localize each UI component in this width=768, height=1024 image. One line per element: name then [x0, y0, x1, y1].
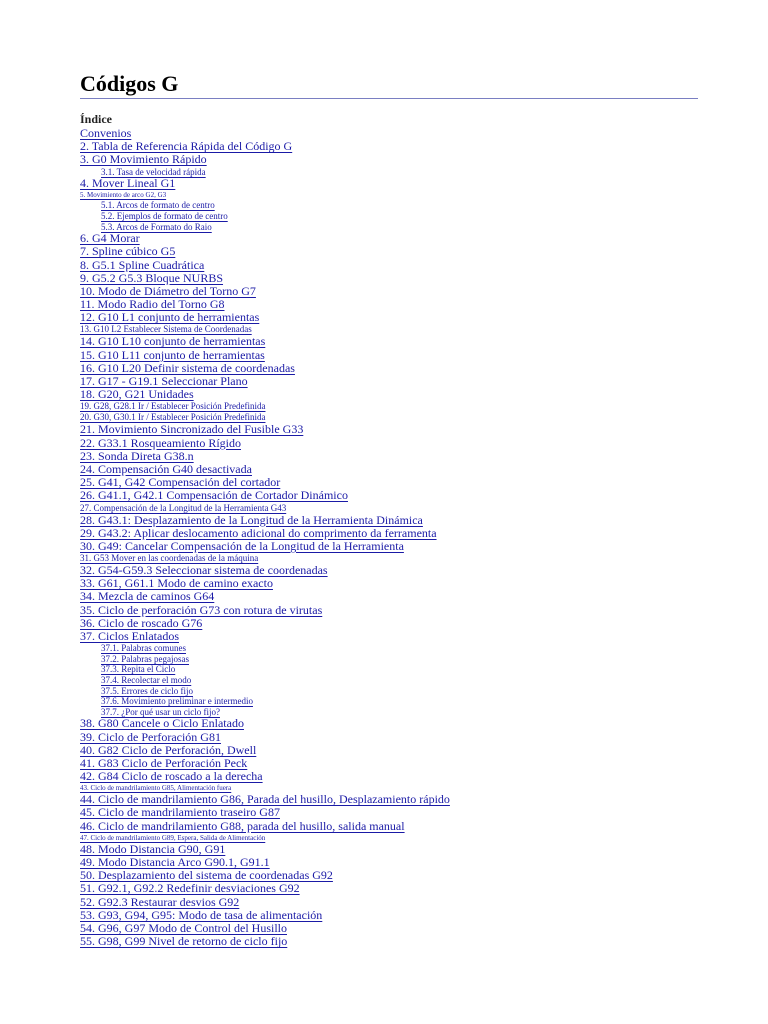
toc-link[interactable]: 36. Ciclo de roscado G76 — [80, 615, 203, 630]
toc-link[interactable]: 28. G43.1: Desplazamiento de la Longitud de la Herramienta Dinámica — [80, 512, 423, 527]
toc-item — [80, 489, 698, 502]
toc-link[interactable]: 55. G98, G99 Nivel de retorno de ciclo fijo — [80, 934, 288, 949]
toc-link[interactable]: 27. Compensación de la Longitud de la Herramienta G43 — [80, 502, 287, 513]
toc-link[interactable]: 37.4. Recolectar el modo — [101, 674, 192, 685]
toc-link[interactable]: 21. Movimiento Sincronizado del Fusible G33 — [80, 422, 304, 437]
toc-link[interactable]: 38. G80 Cancele o Ciclo Enlatado — [80, 716, 244, 731]
toc-link[interactable]: 32. G54-G59.3 Seleccionar sistema de coordenadas — [80, 563, 328, 578]
toc-link[interactable]: 22. G33.1 Rosqueamiento Rígido — [80, 435, 241, 450]
toc-item — [80, 770, 698, 783]
toc-subitem — [80, 696, 698, 707]
toc-link[interactable]: 12. G10 L1 conjunto de herramientas — [80, 310, 260, 325]
toc-item — [80, 935, 698, 948]
toc-link[interactable]: 5.1. Arcos de formato de centro — [101, 200, 215, 211]
toc-link[interactable]: 41. G83 Ciclo de Perforación Peck — [80, 755, 248, 770]
document-page — [80, 70, 698, 948]
toc-subitem — [80, 664, 698, 675]
toc-link[interactable]: 35. Ciclo de perforación G73 con rotura de virutas — [80, 602, 323, 617]
toc-link[interactable]: 30. G49: Cancelar Compensación de la Longitud de la Herramienta — [80, 538, 404, 553]
toc-link[interactable]: 31. G53 Mover en las coordenadas de la máquina — [80, 553, 259, 564]
toc-item — [80, 388, 698, 401]
toc-item — [80, 177, 698, 190]
toc-link[interactable]: 20. G30, G30.1 Ir / Establecer Posición Predefinida — [80, 412, 266, 423]
toc-link[interactable]: 37.2. Palabras pegajosas — [101, 653, 189, 664]
toc-link[interactable]: 48. Modo Distancia G90, G91 — [80, 841, 226, 856]
toc-link[interactable]: 29. G43.2: Aplicar deslocamento adicional do comprimento da ferramenta — [80, 525, 437, 540]
toc-link[interactable]: 37.1. Palabras comunes — [101, 643, 186, 654]
toc-link[interactable]: 37.3. Repita el Ciclo — [101, 664, 176, 675]
toc-link[interactable]: 25. G41, G42 Compensación del cortador — [80, 475, 281, 490]
toc-link[interactable]: 19. G28, G28.1 Ir / Establecer Posición Predefinida — [80, 401, 266, 412]
toc-link[interactable]: 10. Modo de Diámetro del Torno G7 — [80, 283, 256, 298]
table-of-contents — [80, 127, 698, 948]
toc-link[interactable]: 9. G5.2 G5.3 Bloque NURBS — [80, 270, 224, 285]
toc-link[interactable]: 18. G20, G21 Unidades — [80, 387, 194, 402]
toc-item — [80, 820, 698, 833]
toc-link[interactable]: 53. G93, G94, G95: Modo de tasa de alimentación — [80, 907, 323, 922]
toc-link[interactable]: 14. G10 L10 conjunto de herramientas — [80, 334, 266, 349]
toc-subitem — [80, 211, 698, 222]
page-title: Códigos G — [80, 71, 179, 96]
toc-link[interactable]: 33. G61, G61.1 Modo de camino exacto — [80, 576, 273, 591]
toc-link[interactable]: 24. Compensación G40 desactivada — [80, 461, 252, 476]
toc-item — [80, 540, 698, 553]
toc-link[interactable]: 42. G84 Ciclo de roscado a la derecha — [80, 769, 263, 784]
index-heading: Índice — [80, 112, 113, 126]
toc-link[interactable]: 46. Ciclo de mandrilamiento G88, parada del husillo, salida manual — [80, 818, 405, 833]
toc-subitem — [80, 200, 698, 211]
toc-item — [80, 153, 698, 166]
toc-link[interactable]: 40. G82 Ciclo de Perforación, Dwell — [80, 742, 257, 757]
toc-link[interactable]: 4. Mover Lineal G1 — [80, 176, 176, 191]
toc-link[interactable]: 16. G10 L20 Definir sistema de coordenadas — [80, 360, 295, 375]
toc-subitem — [80, 686, 698, 697]
toc-link[interactable]: 34. Mezcla de caminos G64 — [80, 589, 215, 604]
toc-link[interactable]: 11. Modo Radio del Torno G8 — [80, 297, 225, 312]
toc-item — [80, 401, 698, 412]
toc-link[interactable]: 17. G17 - G19.1 Seleccionar Plano — [80, 374, 248, 388]
toc-link[interactable]: 45. Ciclo de mandrilamiento traseiro G87 — [80, 805, 280, 820]
toc-link[interactable]: 43. Ciclo de mandrilamiento G85, Alimentación fuera — [80, 784, 232, 793]
toc-subitem — [80, 654, 698, 665]
toc-link[interactable]: 2. Tabla de Referencia Rápida del Código G — [80, 139, 293, 154]
toc-item — [80, 311, 698, 324]
toc-link[interactable]: 37. Ciclos Enlatados — [80, 629, 179, 643]
toc-link[interactable]: 37.5. Errores de ciclo fijo — [101, 685, 193, 696]
toc-link[interactable]: Convenios — [80, 126, 132, 140]
toc-link[interactable]: 52. G92.3 Restaurar desvios G92 — [80, 894, 240, 909]
toc-link[interactable]: 47. Ciclo de mandrilamiento G89, Espera, Salida de Alimentación — [80, 833, 266, 842]
toc-link[interactable]: 5. Movimiento de arco G2, G3 — [80, 191, 167, 200]
toc-link[interactable]: 15. G10 L11 conjunto de herramientas — [80, 347, 265, 362]
toc-link[interactable]: 54. G96, G97 Modo de Control del Husillo — [80, 920, 287, 935]
toc-link[interactable]: 44. Ciclo de mandrilamiento G86, Parada del husillo, Desplazamiento rápido — [80, 792, 450, 807]
toc-subitem — [80, 222, 698, 233]
toc-link[interactable]: 23. Sonda Direta G38.n — [80, 448, 194, 463]
toc-subitem — [80, 643, 698, 654]
toc-link[interactable]: 6. G4 Morar — [80, 231, 140, 246]
title-divider — [80, 98, 698, 99]
toc-link[interactable]: 37.7. ¿Por qué usar un ciclo fijo? — [101, 706, 220, 717]
toc-link[interactable]: 37.6. Movimiento preliminar e intermedio — [101, 696, 253, 707]
toc-link[interactable]: 13. G10 L2 Establecer Sistema de Coordenadas — [80, 324, 252, 335]
toc-link[interactable]: 39. Ciclo de Perforación G81 — [80, 729, 221, 744]
toc-subitem — [80, 675, 698, 686]
toc-link[interactable]: 50. Desplazamiento del sistema de coordenadas G92 — [80, 868, 333, 883]
toc-link[interactable]: 26. G41.1, G42.1 Compensación de Cortador Dinámico — [80, 488, 348, 503]
toc-link[interactable]: 7. Spline cúbico G5 — [80, 244, 176, 259]
toc-link[interactable]: 5.3. Arcos de Formato do Raio — [101, 221, 212, 232]
toc-link[interactable]: 49. Modo Distancia Arco G90.1, G91.1 — [80, 855, 270, 870]
toc-link[interactable]: 3. G0 Movimiento Rápido — [80, 152, 207, 167]
toc-link[interactable]: 51. G92.1, G92.2 Redefinir desviaciones G92 — [80, 881, 300, 896]
toc-link[interactable]: 5.2. Ejemplos de formato de centro — [101, 210, 228, 221]
toc-link[interactable]: 8. G5.1 Spline Cuadrática — [80, 257, 205, 272]
toc-item — [80, 630, 698, 643]
toc-item — [80, 190, 698, 200]
toc-link[interactable]: 3.1. Tasa de velocidad rápida — [101, 166, 206, 177]
